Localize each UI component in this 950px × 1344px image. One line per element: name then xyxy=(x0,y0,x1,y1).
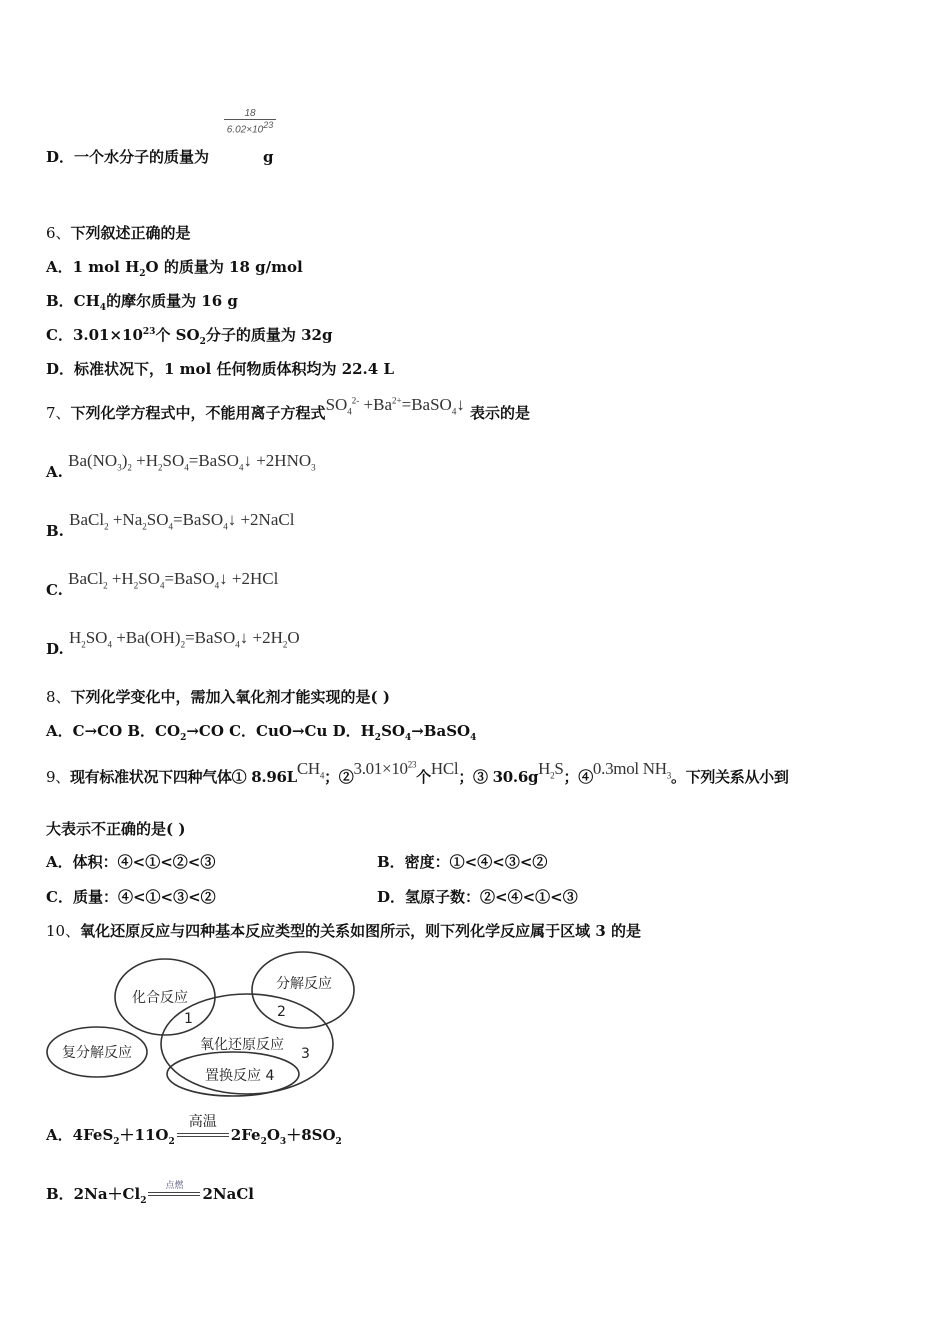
formula-part: ↓ +2HCl xyxy=(219,569,279,588)
formula-part: ↓ +2HNO xyxy=(243,451,312,470)
formula-part: 2 xyxy=(180,733,187,743)
formula-part: H xyxy=(538,759,551,778)
formula-part: D．标准状况下，1 mol 任何物质体积均为 22.4 L xyxy=(46,360,394,378)
formula-part: 4 xyxy=(223,521,228,532)
formula-part: 2 xyxy=(550,770,555,781)
q9-stem-line2: 大表示不正确的是( ) xyxy=(46,820,186,838)
formula-part: 2+ xyxy=(392,395,402,406)
formula-part: 3 xyxy=(666,770,671,781)
formula-part: 2 xyxy=(374,733,382,743)
question-text: ；② xyxy=(324,768,354,786)
formula-part: 4 xyxy=(235,639,240,650)
region-3: 3 xyxy=(301,1046,310,1062)
formula-part: 个 SO xyxy=(155,326,200,344)
formula-part: 4 xyxy=(238,462,244,473)
formula-part: +Ba(OH) xyxy=(111,628,181,647)
formula-part: SO xyxy=(381,722,405,740)
formula-part: 2 xyxy=(81,639,86,650)
formula-part: SO xyxy=(162,451,185,470)
formula-part: 2 xyxy=(103,580,108,591)
region-1: 1 xyxy=(184,1011,193,1027)
formula-part: O xyxy=(287,628,300,647)
question-number: 10、 xyxy=(46,922,81,940)
question-text: 现有标准状况下四种气体① 8.96L xyxy=(69,768,297,786)
question-text: 下列化学变化中，需加入氧化剂才能实现的是( ) xyxy=(70,688,390,706)
formula-part: 2 xyxy=(199,337,206,347)
reaction-arrow xyxy=(177,1114,229,1143)
option-label: D. xyxy=(46,640,64,658)
formula-part: 4 xyxy=(159,580,165,591)
formula-part: B．CH xyxy=(46,292,100,310)
formula-part: =BaSO xyxy=(185,628,236,647)
formula-part: 3 xyxy=(311,462,316,473)
formula-part: ) xyxy=(121,451,128,470)
formula-part: +H xyxy=(131,451,159,470)
q10-option-b xyxy=(46,1183,254,1206)
fraction-numerator: 18 xyxy=(224,108,276,120)
formula-part: →BaSO xyxy=(411,722,471,740)
reactants xyxy=(46,1185,147,1206)
formula-part: 2 xyxy=(180,639,186,650)
formula-part: 2 xyxy=(142,521,147,532)
option-label: C. xyxy=(46,581,63,599)
formula-part: B．2Na＋Cl xyxy=(46,1185,141,1203)
question-number: 8、 xyxy=(46,688,71,706)
q9-option-c: C．质量：④<①<③<② xyxy=(46,888,216,906)
option-label: B. xyxy=(46,522,64,540)
formula-part: ＋11O xyxy=(119,1126,169,1144)
formula-part: 2 xyxy=(260,1137,267,1147)
question-text: 。下列关系从小到 xyxy=(670,768,789,786)
question-text: ；③ 30.6g xyxy=(458,768,539,786)
formula-part: SO xyxy=(85,628,108,647)
formula-part: =BaSO xyxy=(164,569,215,588)
formula-part: H xyxy=(68,628,82,647)
formula-part: 4 xyxy=(214,580,220,591)
q9-option-a: A．体积：④<①<②<③ xyxy=(46,853,216,871)
option-label: A. xyxy=(46,463,63,481)
formula-part: 4 xyxy=(451,406,457,417)
formula-part: 4 xyxy=(99,303,107,313)
formula-part: 4 xyxy=(404,733,412,743)
formula-part: 2 xyxy=(158,462,163,473)
question-text: 下列叙述正确的是 xyxy=(70,224,191,242)
question-text-end: 表示的是 xyxy=(470,404,531,422)
formula-part: 2 xyxy=(104,521,109,532)
formula-part: 4 xyxy=(319,770,325,781)
formula-part: 3 xyxy=(279,1137,287,1147)
formula-part: Ba(NO xyxy=(68,451,118,470)
question-text: 氧化还原反应与四种基本反应类型的关系如图所示，则下列化学反应属于区域 3 的是 xyxy=(80,922,641,940)
formula-part: 23 xyxy=(142,327,156,337)
formula-part: BaCl xyxy=(69,510,105,529)
q9-option-b: B．密度：①<④<③<② xyxy=(377,853,548,871)
formula-part: 4 xyxy=(470,733,477,743)
condition: 高温 xyxy=(188,1114,217,1130)
formula-part: 2- xyxy=(351,395,360,406)
label-redox: 氧化还原反应 xyxy=(200,1037,284,1053)
formula-part: 2 xyxy=(335,1137,342,1147)
q10-option-a xyxy=(46,1114,342,1147)
formula-part: =BaSO xyxy=(401,395,452,414)
gas-formula: HCl xyxy=(430,759,459,778)
label-decomposition: 分解反应 xyxy=(276,976,332,992)
formula-part: CH xyxy=(296,759,320,778)
label-double-decomposition: 复分解反应 xyxy=(62,1045,132,1061)
condition: 点燃 xyxy=(165,1181,184,1191)
formula-part: SO xyxy=(146,510,169,529)
formula-part: 0.3mol NH xyxy=(592,759,667,778)
formula-part: ＋8SO xyxy=(286,1126,336,1144)
formula-part: 的摩尔质量为 16 g xyxy=(106,292,238,310)
formula-part: A．4FeS xyxy=(46,1126,114,1144)
products xyxy=(230,1126,342,1147)
label-displacement: 置换反应 4 xyxy=(205,1068,275,1084)
formula-part: 3 xyxy=(117,462,122,473)
formula-part: 4 xyxy=(107,639,112,650)
q9-option-d: D．氢原子数：②<④<①<③ xyxy=(377,888,578,906)
formula-part: 4 xyxy=(347,406,352,417)
formula-part: ↓ +2H xyxy=(239,628,283,647)
formula-part: 2NaCl xyxy=(202,1185,254,1203)
formula-part: A．C→CO B．CO xyxy=(46,722,181,740)
formula-part: 2 xyxy=(168,1137,175,1147)
reactants xyxy=(46,1126,175,1147)
formula-part: 3.01×10 xyxy=(353,759,408,778)
formula-part: 2 xyxy=(133,580,139,591)
formula-part: =BaSO xyxy=(173,510,224,529)
question-number: 7、 xyxy=(46,404,71,422)
option-text: D．一个水分子的质量为 xyxy=(46,148,210,166)
formula-part: ↓ +2NaCl xyxy=(227,510,295,529)
fraction-denominator: 6.02×10 xyxy=(226,124,264,136)
formula-part: =BaSO xyxy=(188,451,239,470)
formula-part: +H xyxy=(107,569,134,588)
formula-part: SO xyxy=(325,395,348,414)
formula-part: 2 xyxy=(282,639,288,650)
products xyxy=(202,1185,254,1203)
formula-part: 2 xyxy=(140,1196,147,1206)
formula-part: A．1 mol H xyxy=(46,258,140,276)
formula-part: 2 xyxy=(113,1137,120,1147)
formula-part: 4 xyxy=(184,462,189,473)
formula-part: S xyxy=(554,759,564,778)
reaction-arrow xyxy=(148,1181,200,1202)
formula-part: 分子的质量为 32g xyxy=(205,326,333,344)
formula-part: O 的质量为 18 g/mol xyxy=(145,258,303,276)
formula-part: +Ba xyxy=(359,395,393,414)
formula-part: ↓ xyxy=(456,395,465,414)
question-number: 6、 xyxy=(46,224,71,242)
question-text: 下列化学方程式中，不能用离子方程式 xyxy=(70,404,326,422)
formula-part: C．3.01×10 xyxy=(46,326,143,344)
fraction-exponent: 23 xyxy=(263,120,274,130)
formula-part: 4 xyxy=(168,521,173,532)
question-number: 9、 xyxy=(46,768,70,786)
question-text: 个 xyxy=(416,768,431,786)
formula-part: →CO C．CuO→Cu D．H xyxy=(186,722,375,740)
question-text: ；④ xyxy=(563,768,593,786)
formula-part: 2 xyxy=(127,462,132,473)
formula-part: BaCl xyxy=(68,569,104,588)
formula-part: SO xyxy=(138,569,160,588)
formula-part: +Na xyxy=(108,510,143,529)
formula-part: 23 xyxy=(407,759,417,770)
formula-part: 2Fe xyxy=(230,1126,261,1144)
region-2: 2 xyxy=(277,1004,286,1020)
unit: g xyxy=(263,148,274,166)
formula-part: 2 xyxy=(139,269,146,279)
formula-part: O xyxy=(266,1126,280,1144)
label-combination: 化合反应 xyxy=(132,990,188,1006)
